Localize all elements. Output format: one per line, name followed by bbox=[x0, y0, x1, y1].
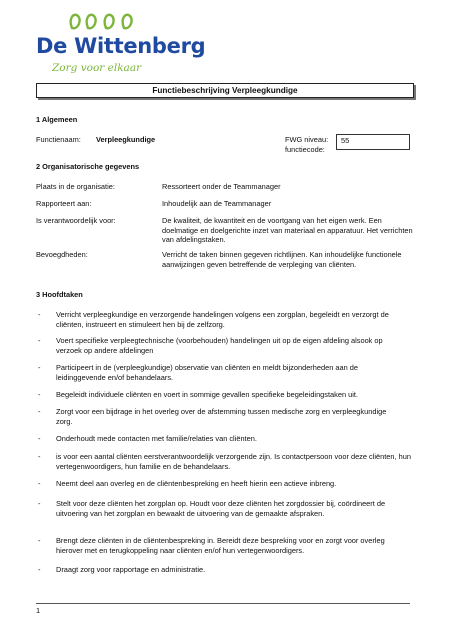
bullet: - bbox=[38, 479, 41, 488]
org-label: Plaats in de organisatie: bbox=[36, 182, 115, 191]
org-label: Bevoegdheden: bbox=[36, 250, 88, 259]
task-item: Draagt zorg voor rapportage en administratie. bbox=[56, 565, 206, 574]
task-item: Zorgt voor een bijdrage in het overleg over de afstemming tussen medische zorg en verpleegkundige zorg. bbox=[56, 407, 387, 426]
logo bbox=[36, 8, 206, 78]
leaves-logo-icon bbox=[64, 8, 144, 36]
section-heading-hoofdtaken: 3 Hoofdtaken bbox=[36, 290, 83, 299]
task-item: Stelt voor deze cliënten het zorgplan op. Houdt voor deze cliënten het zorgdossier bij, coördineert de uitvoering van het zorgplan en bewaakt de uitvoering van de gemaakte afspraken. bbox=[56, 499, 386, 518]
document-title: Functiebeschrijving Verpleegkundige bbox=[152, 86, 298, 95]
bullet: - bbox=[38, 390, 41, 399]
section-heading-algemeen: 1 Algemeen bbox=[36, 115, 78, 124]
org-value: Ressorteert onder de Teammanager bbox=[162, 182, 281, 191]
task-item: Begeleidt individuele cliënten en voert in sommige gevallen specifieke begeleidingstaken uit. bbox=[56, 390, 358, 399]
footer-divider bbox=[36, 603, 410, 604]
bullet: - bbox=[38, 434, 41, 443]
fwg-niveau-label: FWG niveau: bbox=[285, 135, 329, 144]
task-item: Verricht verpleegkundige en verzorgende handelingen volgens een zorgplan, begeleidt en verzorgt de cliënten, instrueert en stimuleert hen bij de zelfzorg. bbox=[56, 310, 389, 329]
org-value: De kwaliteit, de kwantiteit en de voortgang van het eigen werk. Een doelmatige en doelgerichte inzet van materiaal en apparatuur. Het verrichten van afdelingstaken. bbox=[162, 216, 413, 245]
task-item: Participeert in de (verpleegkundige) observatie van cliënten en meldt bijzonderheden aan de leidinggevende en/of behandelaars. bbox=[56, 363, 358, 382]
bullet: - bbox=[38, 363, 41, 372]
page-number: 1 bbox=[36, 606, 41, 615]
task-item: Voert specifieke verpleegtechnische (voorbehouden) handelingen uit op de eigen afdeling alsook op verzoek op andere afdelingen bbox=[56, 336, 383, 355]
section-heading-organisatie: 2 Organisatorische gegevens bbox=[36, 162, 140, 171]
task-item: Onderhoudt mede contacten met familie/relaties van cliënten. bbox=[56, 434, 257, 443]
logo-name: De Wittenberg bbox=[36, 34, 206, 58]
org-value: Verricht de taken binnen gegeven richtlijnen. Kan inhoudelijke functionele aanwijzingen geven betreffende de verpleging van cliënten. bbox=[162, 250, 402, 269]
fwg-value: 55 bbox=[341, 136, 350, 145]
bullet: - bbox=[38, 536, 41, 545]
org-label: Rapporteert aan: bbox=[36, 199, 92, 208]
bullet: - bbox=[38, 452, 41, 461]
functiecode-label: functiecode: bbox=[285, 145, 325, 154]
logo-tagline: Zorg voor elkaar bbox=[52, 62, 142, 74]
fwg-value-box bbox=[336, 134, 410, 150]
org-value: Inhoudelijk aan de Teammanager bbox=[162, 199, 272, 208]
bullet: - bbox=[38, 407, 41, 416]
functienaam-value: Verpleegkundige bbox=[96, 135, 156, 144]
task-item: is voor een aantal cliënten eerstverantwoordelijk verzorgende zijn. Is contactpersoon voor deze cliënten, hun vertegenwoordigers, hun familie en de behandelaars. bbox=[56, 452, 411, 471]
task-item: Neemt deel aan overleg en de cliëntenbespreking en heeft hierin een actieve inbreng. bbox=[56, 479, 337, 488]
org-label: Is verantwoordelijk voor: bbox=[36, 216, 116, 225]
task-item: Brengt deze cliënten in de cliëntenbespreking in. Bereidt deze bespreking voor en zorgt voor overleg hierover met en terugkoppeling naar cliënten en/of hun vertegenwoordigers. bbox=[56, 536, 385, 555]
bullet: - bbox=[38, 310, 41, 319]
bullet: - bbox=[38, 565, 41, 574]
bullet: - bbox=[38, 336, 41, 345]
functienaam-label: Functienaam: bbox=[36, 135, 81, 144]
title-box bbox=[36, 83, 414, 98]
bullet: - bbox=[38, 499, 41, 508]
